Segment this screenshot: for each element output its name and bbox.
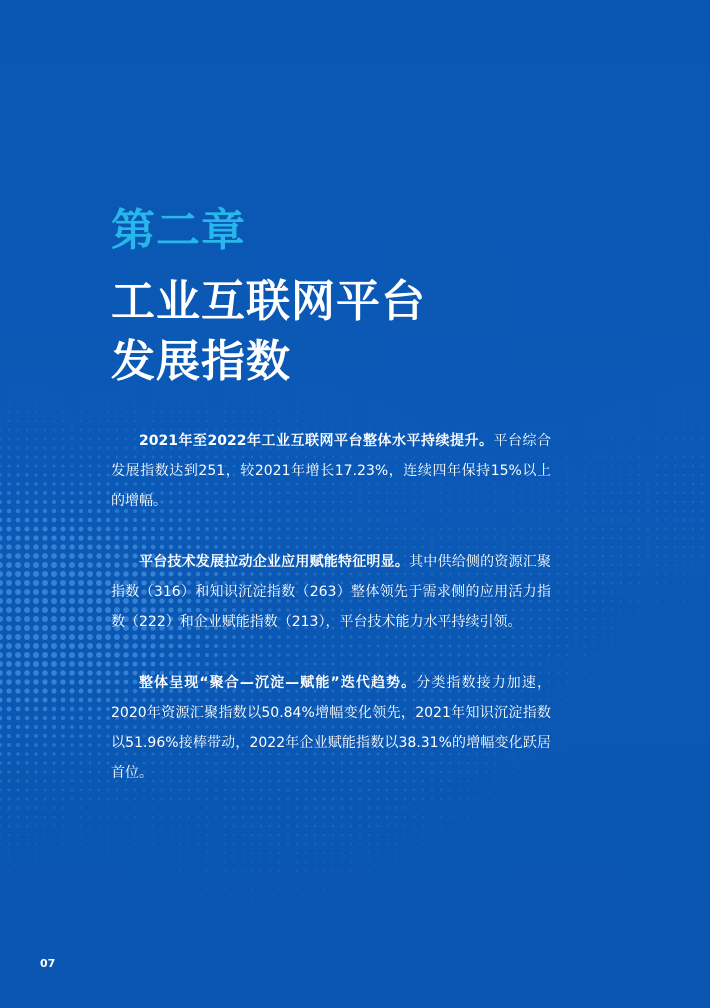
paragraph-3: [111, 668, 551, 788]
paragraph-1-lead: 2021年至2022年工业互联网平台整体水平持续提升。: [139, 433, 494, 449]
paragraph-3-text: 分类指数接力加速，2020年资源汇聚指数以50.84%增幅变化领先，2021年知识沉淀指数以51.96%接棒带动，2022年企业赋能指数以38.31%的增幅变化跃居首位。: [111, 675, 552, 781]
chapter-title-line-1: 工业互联网平台: [111, 276, 426, 327]
chapter-title-line-2: 发展指数: [111, 336, 291, 387]
paragraph-1: [111, 426, 551, 516]
paragraph-2-text: 其中供给侧的资源汇聚指数（316）和知识沉淀指数（263）整体领先于需求侧的应用活力指数（222）和企业赋能指数（213），平台技术能力水平持续引领。: [111, 554, 552, 630]
chapter-title: [111, 272, 426, 392]
chapter-label: 第二章: [111, 205, 246, 256]
paragraph-2-lead: 平台技术发展拉动企业应用赋能特征明显。: [139, 554, 410, 570]
body-text: [111, 426, 551, 819]
page-number: 07: [40, 957, 56, 970]
paragraph-1-text: 平台综合发展指数达到251，较2021年增长17.23%，连续四年保持15%以上的增幅。: [111, 433, 551, 509]
paragraph-3-lead: 整体呈现“聚合—沉淀—赋能”迭代趋势。: [139, 675, 417, 691]
paragraph-2: [111, 547, 551, 637]
